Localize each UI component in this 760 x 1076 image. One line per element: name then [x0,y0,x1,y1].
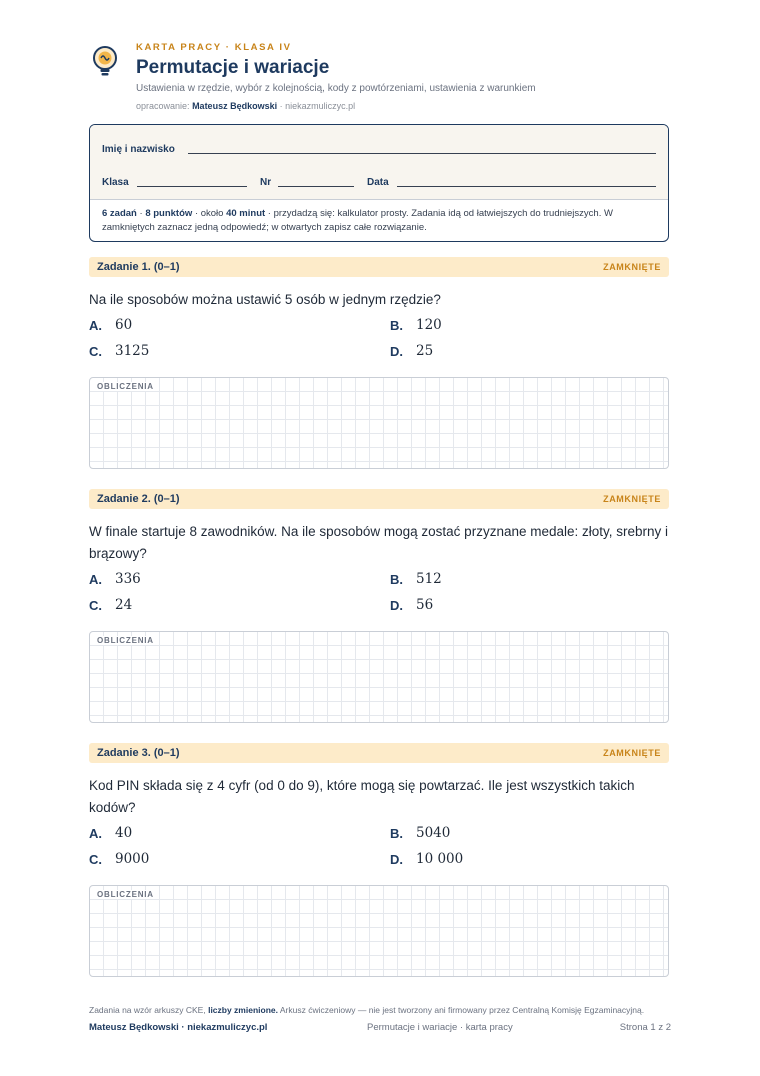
calculation-area[interactable] [89,631,669,723]
answer-letter: C. [89,852,102,867]
author-prefix: opracowanie: [136,101,190,111]
answer-letter: C. [89,598,102,613]
author-name: Mateusz Będkowski [192,101,278,111]
answer-letter: A. [89,826,102,841]
answer-value: 56 [416,597,434,613]
task-3 [89,743,669,977]
answer-value: 60 [115,317,133,333]
point-count: 8 punktów [145,208,193,219]
answer-value: 336 [115,571,141,587]
author-site: · niekazmuliczyc.pl [279,101,356,111]
answer-value: 9000 [115,851,150,867]
answer-value: 512 [416,571,442,587]
answer-options [89,823,669,875]
task-header [89,489,669,509]
task-question: Na ile sposobów można ustawić 5 osób w jednym rzędzie? [89,292,441,307]
calculation-label: OBLICZENIA [97,636,154,645]
answer-value: 5040 [416,825,451,841]
date-label: Data [367,177,389,188]
task-title: Zadanie 2. (0–1) [97,493,180,505]
answer-option-d[interactable] [390,341,650,363]
calculation-label: OBLICZENIA [97,382,154,391]
worksheet-kicker: KARTA PRACY · KLASA IV [136,42,292,53]
answer-value: 120 [416,317,442,333]
answer-letter: D. [390,598,403,613]
answer-option-a[interactable] [89,315,349,337]
answer-option-b[interactable] [390,569,650,591]
page-subtitle: Ustawienia w rzędzie, wybór z kolejnością, kody z powtórzeniami, ustawienia z warunkiem [136,83,536,94]
page-number: Strona 1 z 2 [619,1022,671,1033]
answer-letter: B. [390,572,403,587]
student-fields [90,125,668,200]
answer-option-b[interactable] [390,315,650,337]
instructions-text: · przydadzą się: kalkulator prosty. Zadania idą od łatwiejszych do trudniejszych. W zamkniętych zaznacz jedną odpowiedź; w otwartych zapisz całe rozwiązanie. [102,208,613,233]
footer-author: Mateusz Będkowski · niekazmuliczyc.pl [89,1022,268,1033]
calculation-area[interactable] [89,377,669,469]
task-count: 6 zadań [102,208,137,219]
footnote-suffix: Arkusz ćwiczeniowy — nie jest tworzony ani firmowany przez Centralną Komisję Egzaminacyjną. [279,1005,645,1015]
answer-option-b[interactable] [390,823,650,845]
answer-option-a[interactable] [89,569,349,591]
task-question: W finale startuje 8 zawodników. Na ile sposobów mogą zostać przyznane medale: złoty, srebrny i brązowy? [89,524,669,561]
name-field[interactable] [188,153,656,154]
task-question: Kod PIN składa się z 4 cyfr (od 0 do 9), które mogą się powtarzać. Ile jest wszystkich takich kodów? [89,778,635,815]
info-separator: · [139,208,143,219]
footer-disclaimer [89,1005,671,1017]
answer-option-d[interactable] [390,595,650,617]
answer-option-c[interactable] [89,595,349,617]
answer-letter: B. [390,318,403,333]
task-type-badge: ZAMKNIĘTE [603,262,661,272]
answer-option-c[interactable] [89,341,349,363]
task-title: Zadanie 1. (0–1) [97,261,180,273]
answer-letter: D. [390,852,403,867]
student-info-box [89,124,669,242]
task-title: Zadanie 3. (0–1) [97,747,180,759]
task-type-badge: ZAMKNIĘTE [603,748,661,758]
name-label: Imię i nazwisko [102,144,175,155]
task-2 [89,489,669,723]
answer-value: 40 [115,825,133,841]
footer-row [89,1022,671,1036]
answer-option-a[interactable] [89,823,349,845]
task-1 [89,257,669,469]
answer-value: 24 [115,597,133,613]
date-field[interactable] [397,186,656,187]
footnote-prefix: Zadania na wzór arkuszy CKE, [89,1005,206,1015]
number-field[interactable] [278,186,354,187]
time-prefix: · około [194,208,224,219]
answer-letter: C. [89,344,102,359]
answer-letter: B. [390,826,403,841]
page-title: Permutacje i wariacje [136,57,330,78]
answer-option-c[interactable] [89,849,349,871]
number-label: Nr [260,177,272,188]
answer-letter: A. [89,318,102,333]
task-type-badge: ZAMKNIĘTE [603,494,661,504]
page-footer [89,1005,671,1036]
answer-value: 3125 [115,343,150,359]
task-header [89,743,669,763]
answer-value: 10 000 [416,851,464,867]
worksheet-instructions [90,200,668,242]
answer-letter: D. [390,344,403,359]
footnote-bold: liczby zmienione. [208,1005,278,1015]
footer-doc-title: Permutacje i wariacje · karta pracy [367,1022,513,1033]
lightbulb-brain-icon [88,44,122,78]
class-field[interactable] [137,186,247,187]
answer-letter: A. [89,572,102,587]
answer-options [89,315,669,367]
author-line [136,101,676,113]
answer-value: 25 [416,343,434,359]
calculation-label: OBLICZENIA [97,890,154,899]
time-estimate: 40 minut [226,208,266,219]
answer-options [89,569,669,621]
class-label: Klasa [102,177,129,188]
task-header [89,257,669,277]
calculation-area[interactable] [89,885,669,977]
answer-option-d[interactable] [390,849,650,871]
